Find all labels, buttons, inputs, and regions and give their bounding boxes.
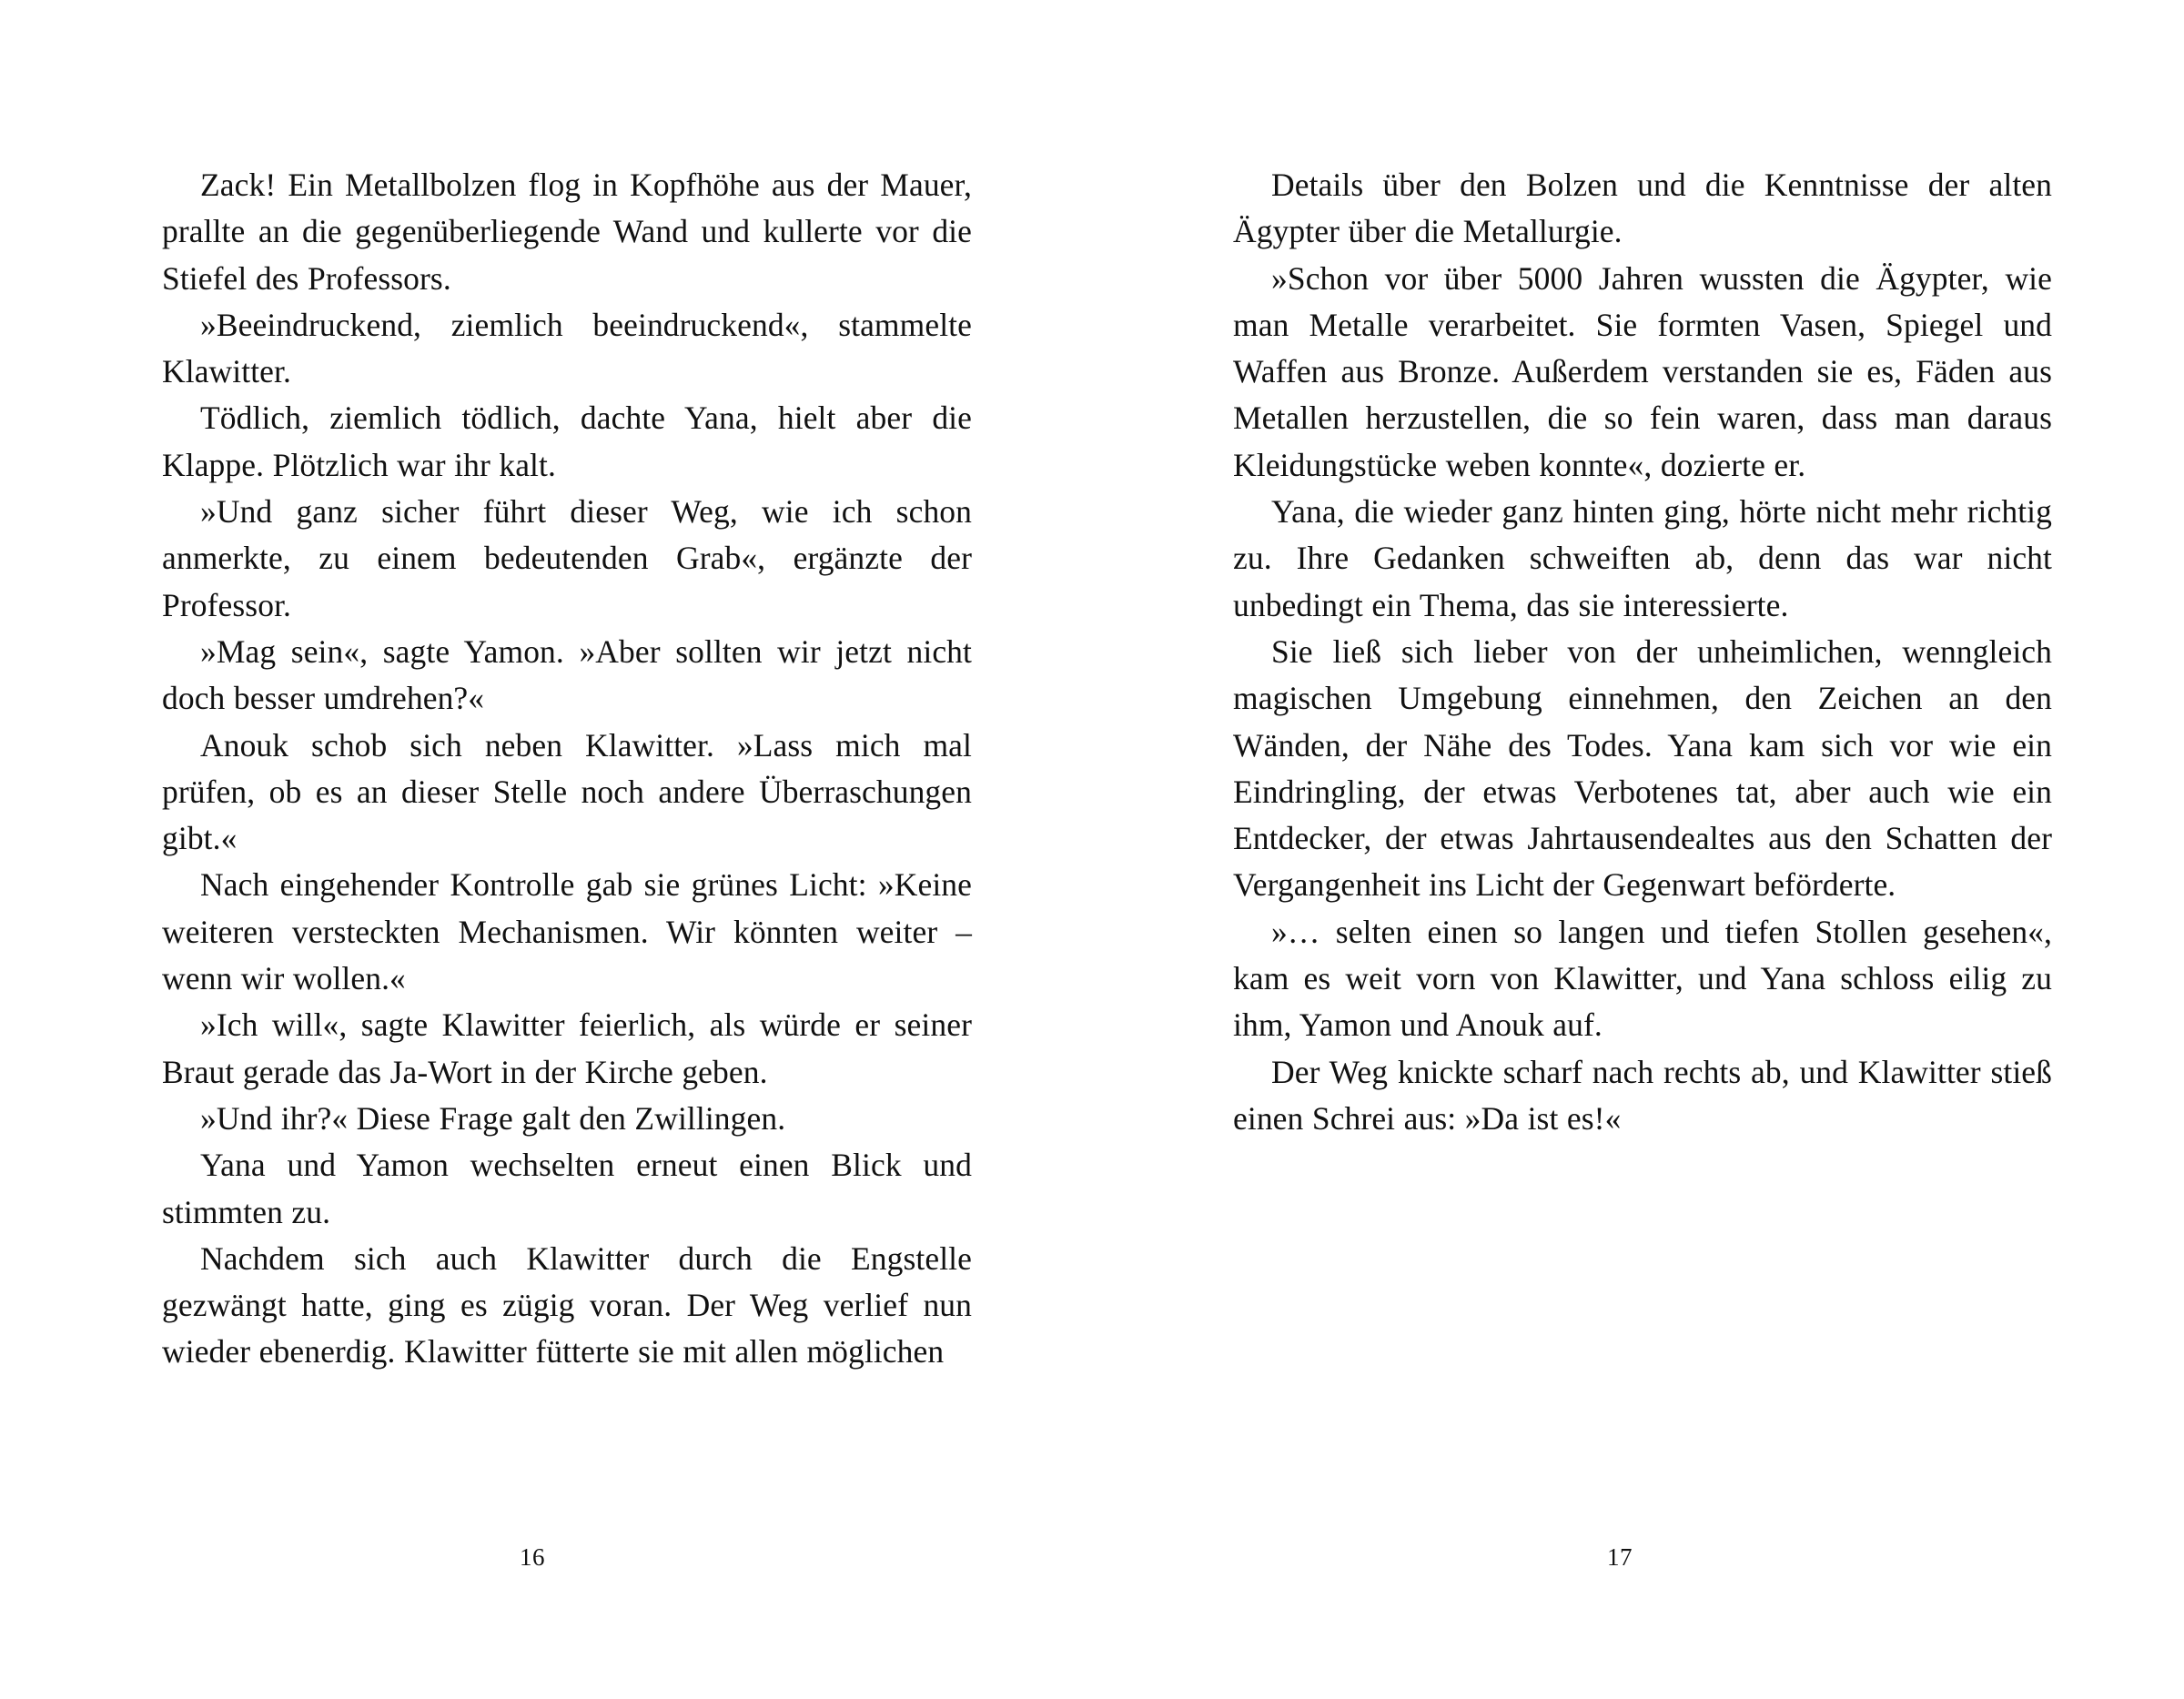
paragraph: Yana, die wieder ganz hinten ging, hörte nicht mehr richtig zu. Ihre Gedanken schweiften ab, denn das war nicht unbedingt ein Thema, das sie interessierte. <box>1233 493 2052 623</box>
paragraph: »Ich will«, sagte Klawitter feierlich, als würde er seiner Braut gerade das Ja-Wort in der Kirche geben. <box>162 1006 972 1090</box>
paragraph: Nach eingehender Kontrolle gab sie grünes Licht: »Keine weiteren versteckten Mechanismen. Wir könnten weiter – wenn wir wollen.« <box>162 866 972 997</box>
paragraph: Zack! Ein Metallbolzen flog in Kopfhöhe aus der Mauer, prallte an die gegenüberliegende Wand und kullerte vor die Stiefel des Professors. <box>162 167 972 297</box>
paragraph: Details über den Bolzen und die Kenntnisse der alten Ägypter über die Metallurgie. <box>1233 167 2052 250</box>
paragraph: »Und ihr?« Diese Frage galt den Zwillingen. <box>200 1099 786 1137</box>
page-right <box>1092 0 2184 1699</box>
paragraph: »Und ganz sicher führt dieser Weg, wie ich schon anmerkte, zu einem bedeutenden Grab«, ergänzte der Professor. <box>162 493 972 623</box>
paragraph: Anouk schob sich neben Klawitter. »Lass mich mal prüfen, ob es an dieser Stelle noch andere Überraschungen gibt.« <box>162 726 972 857</box>
page-number-left: 16 <box>520 1543 545 1571</box>
paragraph: Der Weg knickte scharf nach rechts ab, und Klawitter stieß einen Schrei aus: »Da ist es!« <box>1233 1053 2052 1137</box>
paragraph: »Beeindruckend, ziemlich beeindruckend«, stammelte Klawitter. <box>162 306 972 390</box>
paragraph: »Mag sein«, sagte Yamon. »Aber sollten wir jetzt nicht doch besser umdrehen?« <box>162 632 972 717</box>
body-text-left <box>162 162 972 1376</box>
paragraph: Yana und Yamon wechselten erneut einen Blick und stimmten zu. <box>162 1147 972 1230</box>
paragraph: »Schon vor über 5000 Jahren wussten die Ägypter, wie man Metalle verarbeitet. Sie formten Vasen, Spiegel und Waffen aus Bronze. Außerdem verstanden sie es, Fäden aus Metallen herzustellen, die so fein waren, dass man daraus Kleidungstücke weben konnte«, dozierte er. <box>1233 259 2052 483</box>
paragraph: »… selten einen so langen und tiefen Stollen gesehen«, kam es weit vorn von Klawitter, und Yana schloss eilig zu ihm, Yamon und Anouk auf. <box>1233 913 2052 1044</box>
page-number-right: 17 <box>1607 1543 1633 1571</box>
paragraph: Tödlich, ziemlich tödlich, dachte Yana, hielt aber die Klappe. Plötzlich war ihr kalt. <box>162 399 972 483</box>
paragraph: Sie ließ sich lieber von der unheimlichen, wenngleich magischen Umgebung einnehmen, den Zeichen an den Wänden, der Nähe des Todes. Yana kam sich vor wie ein Eindringling, der etwas Verbotenes tat, aber auch wie ein Entdecker, der etwas Jahrtausendealtes aus den Schatten der Vergangenheit ins Licht der Gegenwart beförderte. <box>1233 632 2052 904</box>
body-text-right <box>1233 162 2052 1142</box>
paragraph: Nachdem sich auch Klawitter durch die Engstelle gezwängt hatte, ging es zügig voran. Der Weg verlief nun wieder ebenerdig. Klawitter fütterte sie mit allen möglichen <box>162 1239 972 1370</box>
